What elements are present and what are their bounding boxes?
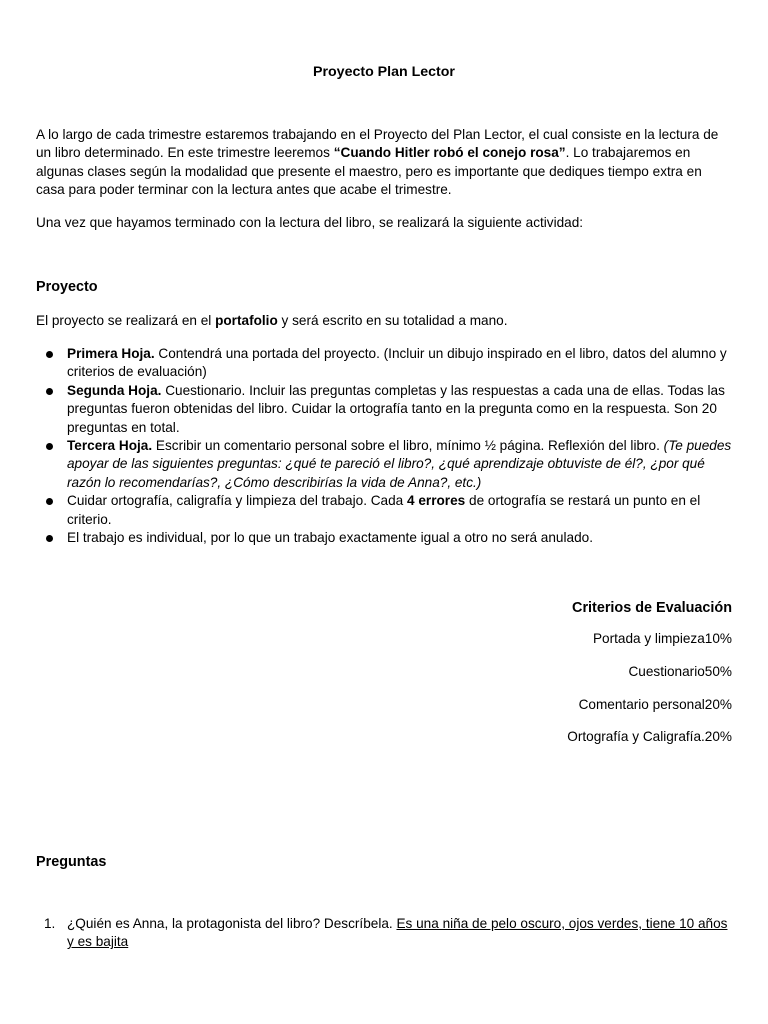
criterios-heading: Criterios de Evaluación bbox=[572, 600, 732, 616]
proyecto-intro bbox=[36, 312, 507, 330]
proyecto-intro-text-2: y será escrito en su totalidad a mano. bbox=[277, 313, 508, 328]
bullet-text: El trabajo es individual, por lo que un trabajo exactamente igual a otro no será anulado. bbox=[67, 530, 593, 546]
bullet-text: Cuidar ortografía, caligrafía y limpieza del trabajo. Cada bbox=[67, 493, 408, 509]
bullet-dot-icon bbox=[46, 388, 53, 395]
criterios-section bbox=[567, 598, 732, 761]
bullet-dot-icon bbox=[46, 443, 53, 450]
intro-text-1: A lo largo de cada trimestre estaremos trabajando en el Proyecto del Plan Lector, el cual consiste en la lectura de un libro determinado. En este trimestre leeremos bbox=[36, 127, 719, 161]
bullet-bold: Segunda Hoja. bbox=[67, 382, 162, 398]
bullet-bold: Tercera Hoja. bbox=[67, 438, 153, 454]
criterio-row-ortografia: Ortografía y Caligrafía.20% bbox=[567, 729, 732, 745]
bullet-text: Cuestionario. Incluir las preguntas completas y las respuestas a cada una de ellas. Todas las preguntas fueron obtenidas del libro. Cuidar la ortografía tanto en la pregunta como en la respuesta. Son 20 preguntas en total. bbox=[67, 382, 725, 435]
bullet-dot-icon bbox=[46, 535, 53, 542]
bullet-item-individual bbox=[36, 529, 734, 547]
proyecto-bullet-list bbox=[36, 345, 734, 547]
section-heading-proyecto: Proyecto bbox=[36, 279, 98, 295]
bullet-item-primera-hoja bbox=[36, 345, 734, 382]
bullet-text: Contendrá una portada del proyecto. (Incluir un dibujo inspirado en el libro, datos del alumno y criterios de evaluación) bbox=[67, 346, 727, 380]
document-title: Proyecto Plan Lector bbox=[313, 64, 455, 80]
intro-paragraph bbox=[36, 126, 734, 200]
criterio-row-portada: Portada y limpieza10% bbox=[592, 631, 732, 646]
proyecto-intro-text-1: El proyecto se realizará en el bbox=[36, 313, 216, 328]
bullet-dot-icon bbox=[46, 351, 53, 358]
answer-text: Es una niña de pelo oscuro, ojos verdes, tiene 10 años y es bajita bbox=[67, 916, 728, 950]
question-text: ¿Quién es Anna, la protagonista del libro? Descríbela. bbox=[67, 916, 397, 931]
bullet-italic: (Te puedes apoyar de las siguientes preguntas: ¿qué te pareció el libro?, ¿qué aprendizaje obtuviste de él?, ¿por qué razón lo recomendarías?, ¿Cómo describirías la vida de Anna?, etc.) bbox=[67, 438, 732, 490]
bullet-text: Escribir un comentario personal sobre el libro, mínimo ½ página. Reflexión del libro. bbox=[152, 438, 664, 454]
proyecto-intro-bold: portafolio bbox=[215, 313, 278, 328]
bullet-item-tercera-hoja bbox=[36, 437, 734, 492]
bullet-item-ortografia bbox=[36, 492, 734, 529]
bullet-dot-icon bbox=[46, 498, 53, 505]
bullet-item-segunda-hoja bbox=[36, 382, 734, 437]
bullet-bold: Primera Hoja. bbox=[67, 346, 155, 361]
bullet-text-2: de ortografía se restará un punto en el criterio. bbox=[67, 493, 701, 527]
question-item bbox=[36, 915, 734, 952]
section-heading-preguntas: Preguntas bbox=[36, 854, 107, 870]
criterio-row-comentario: Comentario personal20% bbox=[578, 696, 732, 712]
bullet-bold: 4 errores bbox=[407, 493, 466, 509]
question-number: 1. bbox=[44, 916, 56, 931]
intro-paragraph-2: Una vez que hayamos terminado con la lectura del libro, se realizará la siguiente actividad: bbox=[36, 215, 584, 230]
intro-text-2: . Lo trabajaremos en algunas clases según la modalidad que presente el maestro, pero es importante que dediques tiempo extra en casa para poder terminar con la lectura antes que acabe el trimestre. bbox=[36, 145, 702, 198]
book-title: “Cuando Hitler robó el conejo rosa” bbox=[333, 145, 566, 161]
criterio-row-cuestionario: Cuestionario50% bbox=[628, 663, 732, 679]
questions-list bbox=[36, 915, 734, 952]
